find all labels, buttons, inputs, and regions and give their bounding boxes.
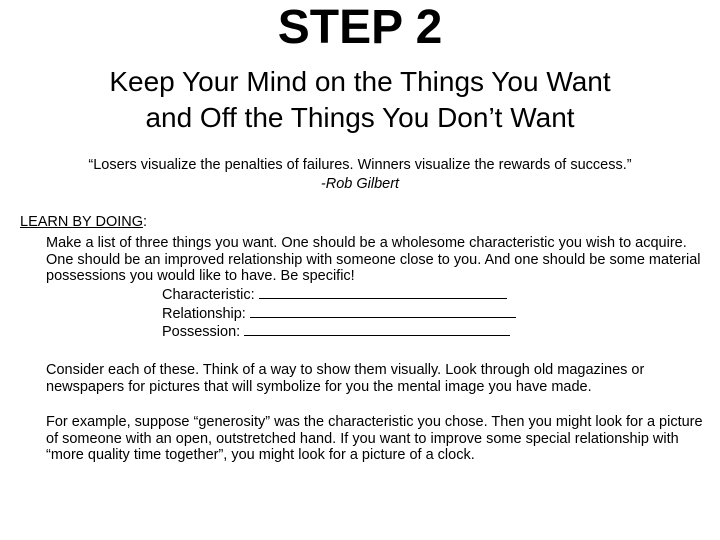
relationship-label: Relationship: bbox=[162, 306, 246, 322]
quote-text: “Losers visualize the penalties of failures. Winners visualize the rewards of success.” bbox=[88, 157, 632, 173]
possession-blank bbox=[244, 322, 510, 336]
quote-author: -Rob Gilbert bbox=[320, 176, 400, 192]
learn-by-doing-label: LEARN BY DOING bbox=[20, 214, 144, 230]
possession-label: Possession: bbox=[162, 324, 241, 340]
slide-subtitle bbox=[0, 64, 720, 136]
characteristic-field bbox=[162, 285, 507, 304]
learn-by-doing-colon: : bbox=[143, 214, 148, 230]
example-paragraph: For example, suppose “generosity” was the characteristic you chose. Then you might look for a picture of someone with an open, outstretched hand. If you want to improve some special relationship with “more quality time together”, you might look for a picture of a clock. bbox=[46, 414, 703, 463]
relationship-field bbox=[162, 304, 516, 323]
slide-title: STEP 2 bbox=[277, 1, 443, 54]
subtitle-line-2: and Off the Things You Don’t Want bbox=[145, 102, 575, 133]
quote-block bbox=[0, 156, 720, 194]
characteristic-blank bbox=[259, 285, 507, 299]
subtitle-line-1: Keep Your Mind on the Things You Want bbox=[109, 66, 611, 97]
possession-field bbox=[162, 322, 510, 341]
relationship-blank bbox=[250, 304, 516, 318]
learn-by-doing-heading bbox=[20, 214, 147, 231]
instructions-paragraph: Make a list of three things you want. One should be a wholesome characteristic you wish to acquire. One should be an improved relationship with someone close to you. And one should be some material possessions you would like to have. Be specific! bbox=[46, 235, 701, 284]
consider-paragraph: Consider each of these. Think of a way to show them visually. Look through old magazines or newspapers for pictures that will symbolize for you the mental image you have made. bbox=[46, 362, 645, 395]
characteristic-label: Characteristic: bbox=[162, 287, 255, 303]
